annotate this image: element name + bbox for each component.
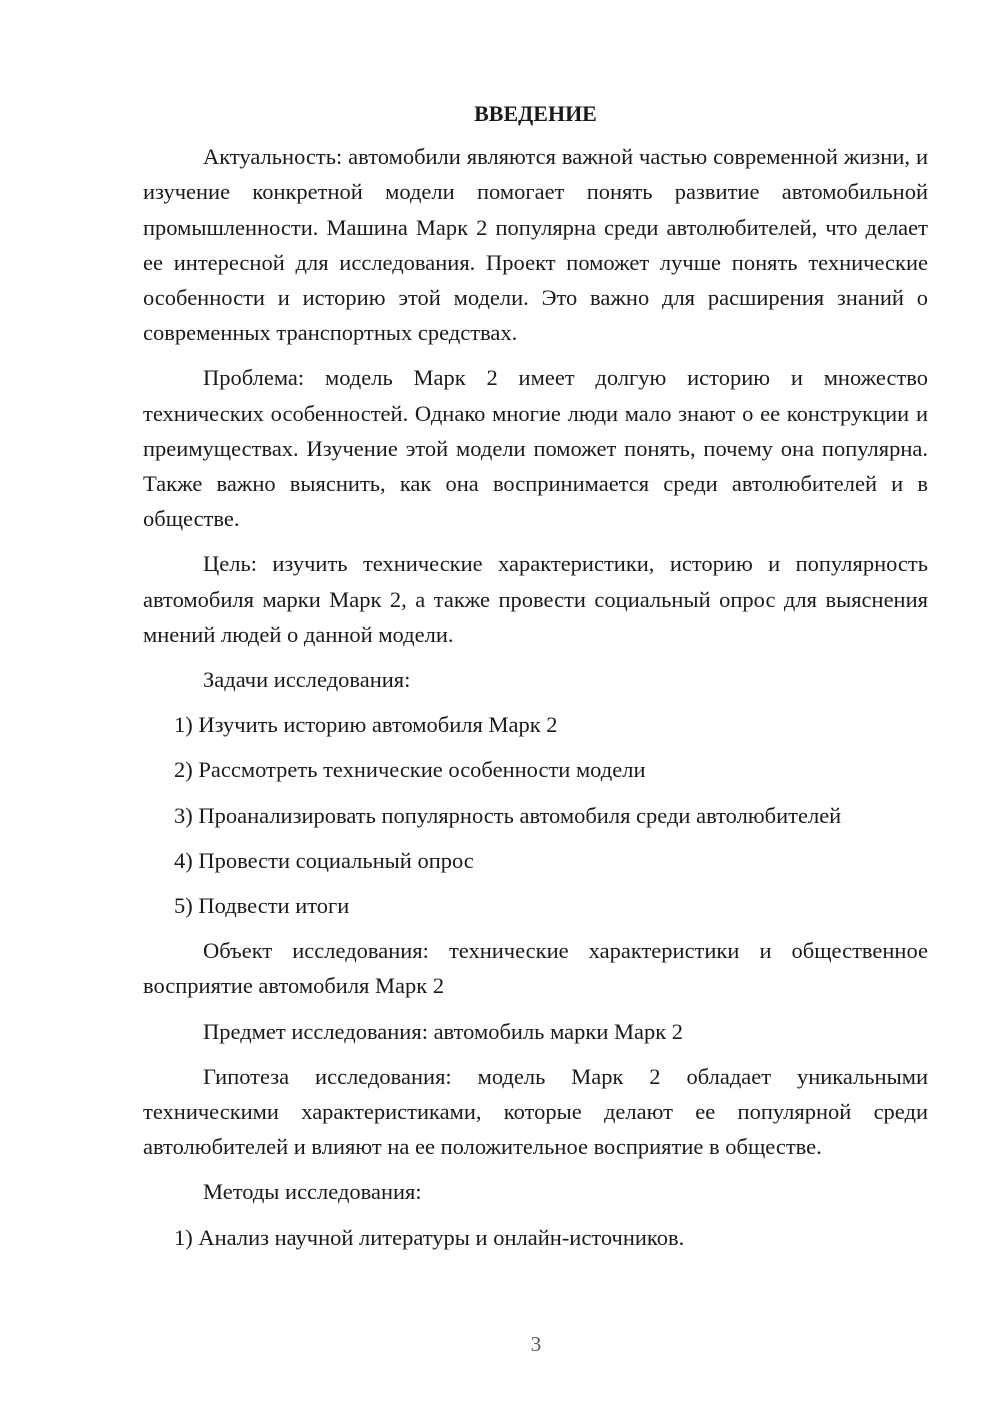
section-title: ВВЕДЕНИЕ xyxy=(474,101,597,126)
paragraph-object: Объект исследования: технические характеристики и общественное восприятие автомобиля Марк 2 xyxy=(143,938,928,999)
list-item-task-4: 4) Провести социальный опрос xyxy=(174,847,474,873)
tasks-heading: Задачи исследования: xyxy=(203,667,411,693)
list-item-task-1: 1) Изучить историю автомобиля Марк 2 xyxy=(174,712,558,738)
paragraph-hypothesis: Гипотеза исследования: модель Марк 2 обладает уникальными техническими характеристиками, которые делают ее популярной среди автолюбителей и влияют на ее положительное восприятие в обществе. xyxy=(143,1063,928,1160)
list-item-task-5: 5) Подвести итоги xyxy=(174,893,350,919)
paragraph-relevance: Актуальность: автомобили являются важной частью современной жизни, и изучение конкретной модели помогает понять развитие автомобильной промышленности. Машина Марк 2 популярна среди автолюбителей, что делает ее интересной для исследования. Проект поможет лучше понять технические особенности и историю этой модели. Это важно для расширения знаний о современных транспортных средствах. xyxy=(143,144,928,346)
page-content xyxy=(143,96,928,1265)
list-item-method-1: 1) Анализ научной литературы и онлайн-источников. xyxy=(174,1224,685,1250)
page-number: 3 xyxy=(530,1332,542,1356)
paragraph-goal: Цель: изучить технические характеристики, историю и популярность автомобиля марки Марк 2, а также провести социальный опрос для выяснения мнений людей о данной модели. xyxy=(143,551,928,647)
methods-heading: Методы исследования: xyxy=(203,1179,422,1205)
paragraph-problem: Проблема: модель Марк 2 имеет долгую историю и множество технических особенностей. Однако многие люди мало знают о ее конструкции и преимуществах. Изучение этой модели поможет понять, почему она популярна. Также важно выяснить, как она воспринимается среди автолюбителей и в обществе. xyxy=(143,365,928,532)
list-item-task-3: 3) Проанализировать популярность автомобиля среди автолюбителей xyxy=(174,802,842,828)
paragraph-subject: Предмет исследования: автомобиль марки Марк 2 xyxy=(203,1018,684,1044)
list-item-task-2: 2) Рассмотреть технические особенности модели xyxy=(174,757,646,783)
